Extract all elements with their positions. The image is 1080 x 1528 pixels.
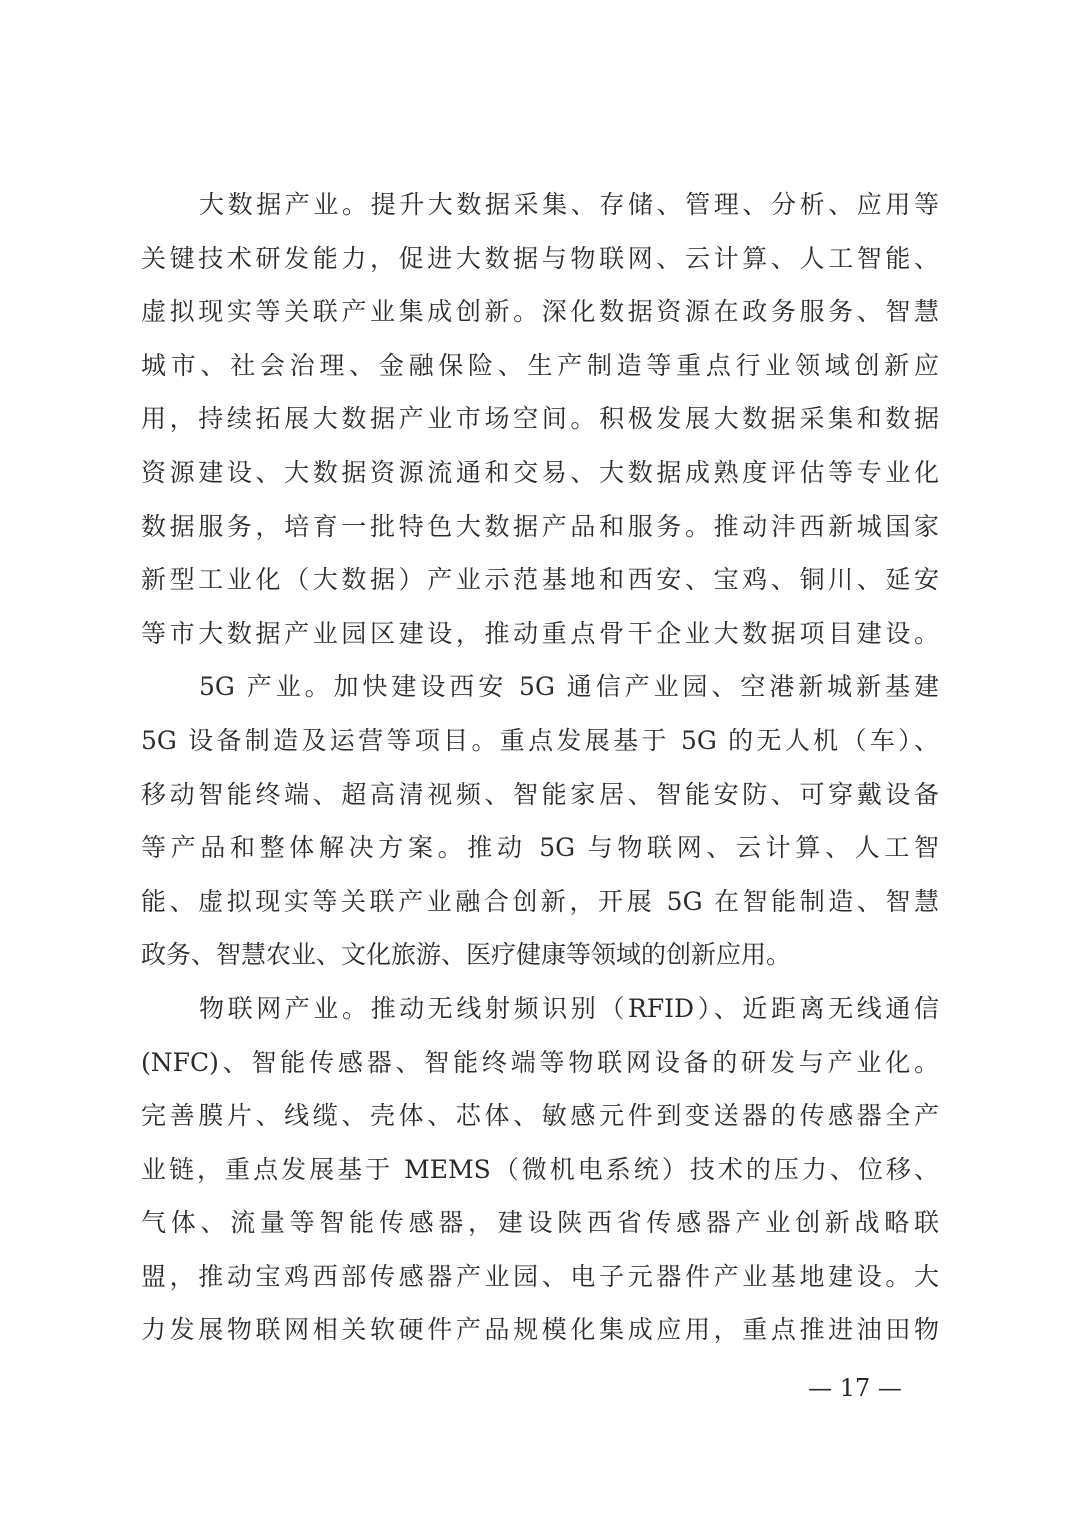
paragraph-line: 政务、智慧农业、文化旅游、医疗健康等领域的创新应用。 (141, 940, 792, 970)
paragraph-line: 5G 产业。加快建设西安 5G 通信产业园、空港新城新基建 (199, 672, 939, 702)
paragraph-line: 城市、社会治理、金融保险、生产制造等重点行业领域创新应 (141, 350, 939, 380)
paragraph-line: 新型工业化（大数据）产业示范基地和西安、宝鸡、铜川、延安 (141, 565, 939, 595)
paragraph-line: 等市大数据产业园区建设，推动重点骨干企业大数据项目建设。 (141, 618, 939, 648)
paragraph-line: (NFC)、智能传感器、智能终端等物联网设备的研发与产业化。 (141, 1047, 939, 1077)
paragraph-line: 用，持续拓展大数据产业市场空间。积极发展大数据采集和数据 (141, 404, 939, 434)
paragraph-line: 数据服务，培育一批特色大数据产品和服务。推动沣西新城国家 (141, 511, 939, 541)
paragraph-line: 盟，推动宝鸡西部传感器产业园、电子元器件产业基地建设。大 (141, 1261, 939, 1291)
paragraph-line: 移动智能终端、超高清视频、智能家居、智能安防、可穿戴设备 (141, 779, 939, 809)
paragraph-line: 物联网产业。推动无线射频识别（RFID）、近距离无线通信 (199, 993, 939, 1023)
paragraph-line: 能、虚拟现实等关联产业融合创新，开展 5G 在智能制造、智慧 (141, 886, 939, 916)
paragraph-line: 关键技术研发能力，促进大数据与物联网、云计算、人工智能、 (141, 243, 939, 273)
paragraph-line: 业链，重点发展基于 MEMS（微机电系统）技术的压力、位移、 (141, 1154, 939, 1184)
paragraph-line: 5G 设备制造及运营等项目。重点发展基于 5G 的无人机（车）、 (141, 725, 939, 755)
paragraph-line: 资源建设、大数据资源流通和交易、大数据成熟度评估等专业化 (141, 457, 939, 487)
paragraph-line: 大数据产业。提升大数据采集、存储、管理、分析、应用等 (199, 190, 939, 219)
page-number: — 17 — (808, 1374, 902, 1402)
paragraph-line: 力发展物联网相关软硬件产品规模化集成应用，重点推进油田物 (141, 1315, 939, 1345)
body-text (141, 178, 939, 1357)
paragraph-line: 虚拟现实等关联产业集成创新。深化数据资源在政务服务、智慧 (141, 297, 939, 327)
paragraph-line: 气体、流量等智能传感器，建设陕西省传感器产业创新战略联 (141, 1208, 939, 1238)
paragraph-line: 完善膜片、线缆、壳体、芯体、敏感元件到变送器的传感器全产 (141, 1101, 939, 1131)
paragraph-line: 等产品和整体解决方案。推动 5G 与物联网、云计算、人工智 (141, 833, 939, 863)
